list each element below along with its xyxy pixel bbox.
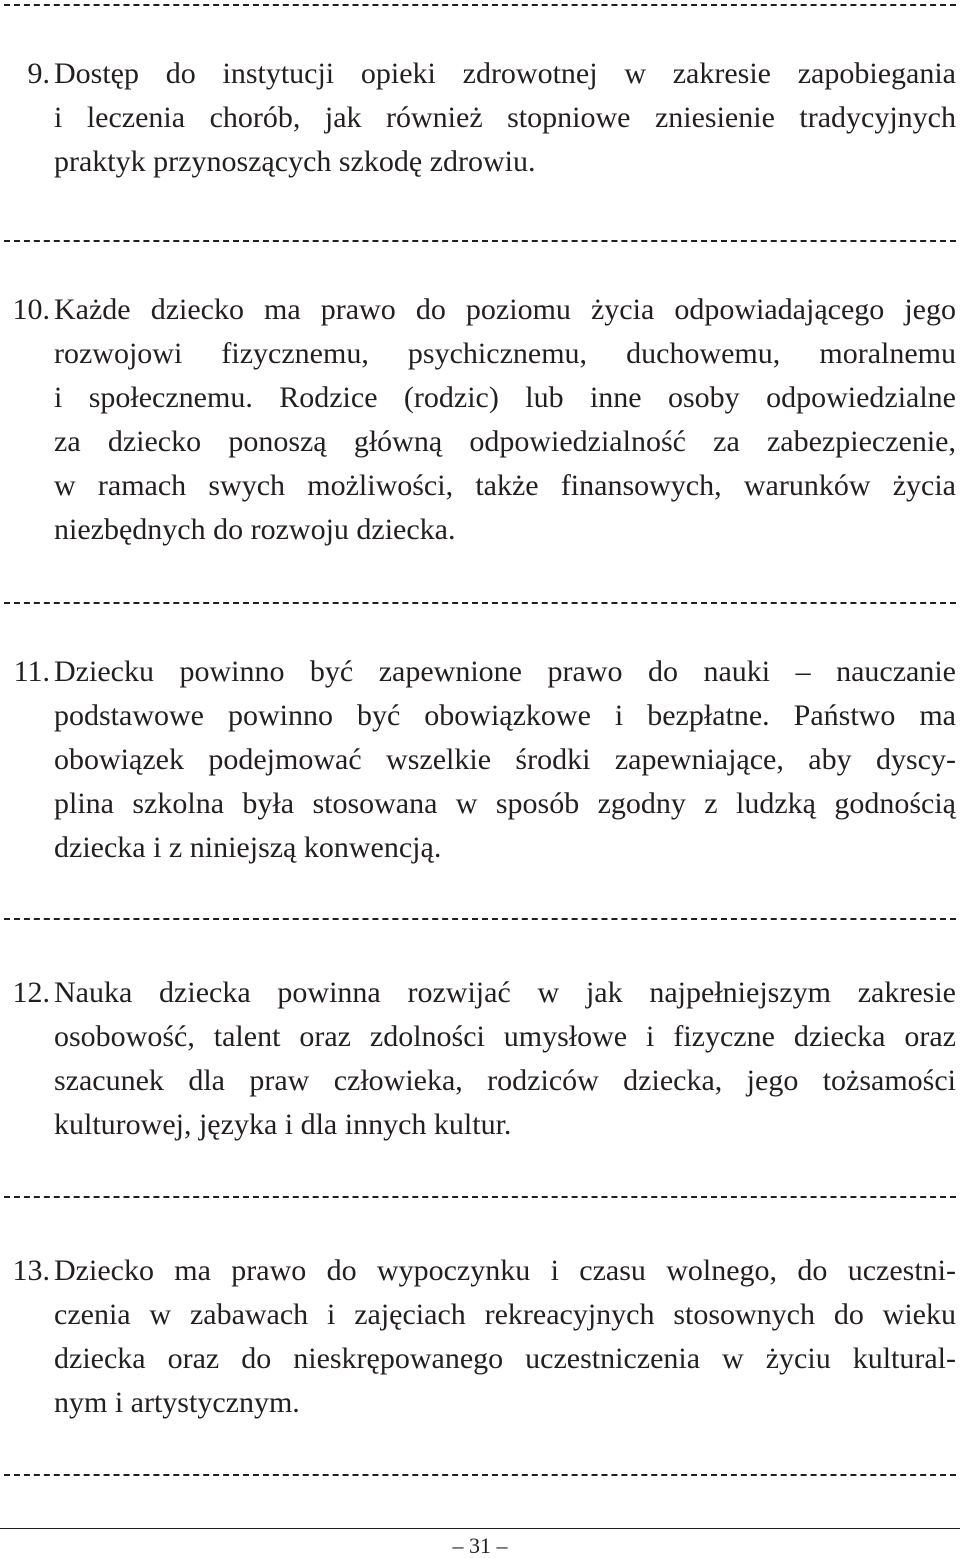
text-line: za dziecko ponoszą główną odpowiedzialność za zabezpieczenie, [54, 425, 956, 458]
text-line: szacunek dla praw człowieka, rodziców dziecka, jego tożsamości [54, 1064, 956, 1097]
page-number: – 31 – [452, 1533, 508, 1558]
text-line: Nauka dziecka powinna rozwijać w jak najpełniejszym zakresie [54, 976, 956, 1009]
text-line: czenia w zabawach i zajęciach rekreacyjnych stosownych do wieku [54, 1298, 956, 1331]
text-line: Każde dziecko ma prawo do poziomu życia odpowiadającego jego [54, 293, 956, 326]
item-text [54, 52, 956, 184]
text-line: Dziecku powinno być zapewnione prawo do nauki – nauczanie [54, 655, 956, 688]
item-text [54, 650, 956, 870]
separator [4, 602, 956, 604]
footer-rule [0, 1528, 960, 1529]
separator [4, 1196, 956, 1198]
item-number: 9. [27, 57, 50, 90]
item-number: 10. [12, 293, 50, 326]
text-line: kulturowej, języka i dla innych kultur. [54, 1108, 512, 1141]
text-line: plina szkolna była stosowana w sposób zgodny z ludzką godnością [54, 787, 956, 820]
text-line: dziecka i z niniejszą konwencją. [54, 831, 442, 864]
text-line: Dostęp do instytucji opieki zdrowotnej w zakresie zapobiegania [54, 57, 956, 90]
text-line: i leczenia chorób, jak również stopniowe zniesienie tradycyjnych [54, 101, 956, 134]
item-number: 11. [13, 655, 50, 688]
text-line: w ramach swych możliwości, także finansowych, warunków życia [54, 469, 956, 502]
text-line: niezbędnych do rozwoju dziecka. [54, 513, 456, 546]
item-number: 13. [12, 1254, 50, 1287]
separator [4, 918, 956, 920]
text-line: obowiązek podejmować wszelkie środki zapewniające, aby dyscy- [54, 743, 956, 776]
text-line: rozwojowi fizycznemu, psychicznemu, duchowemu, moralnemu [54, 337, 956, 370]
item-text [54, 1249, 956, 1425]
text-line: osobowość, talent oraz zdolności umysłowe i fizyczne dziecka oraz [54, 1020, 956, 1053]
separator-bottom [4, 1474, 956, 1476]
text-line: dziecka oraz do nieskrępowanego uczestniczenia w życiu kultural- [54, 1342, 956, 1375]
text-line: podstawowe powinno być obowiązkowe i bezpłatne. Państwo ma [54, 699, 956, 732]
item-text [54, 288, 956, 552]
text-line: praktyk przynoszących szkodę zdrowiu. [54, 145, 536, 178]
text-line: nym i artystycznym. [54, 1386, 300, 1419]
text-line: i społecznemu. Rodzice (rodzic) lub inne osoby odpowiedzialne [54, 381, 956, 414]
item-text [54, 971, 956, 1147]
separator [4, 240, 956, 242]
separator-top [4, 4, 956, 6]
text-line: Dziecko ma prawo do wypoczynku i czasu wolnego, do uczestni- [54, 1254, 956, 1287]
item-number: 12. [12, 976, 50, 1009]
